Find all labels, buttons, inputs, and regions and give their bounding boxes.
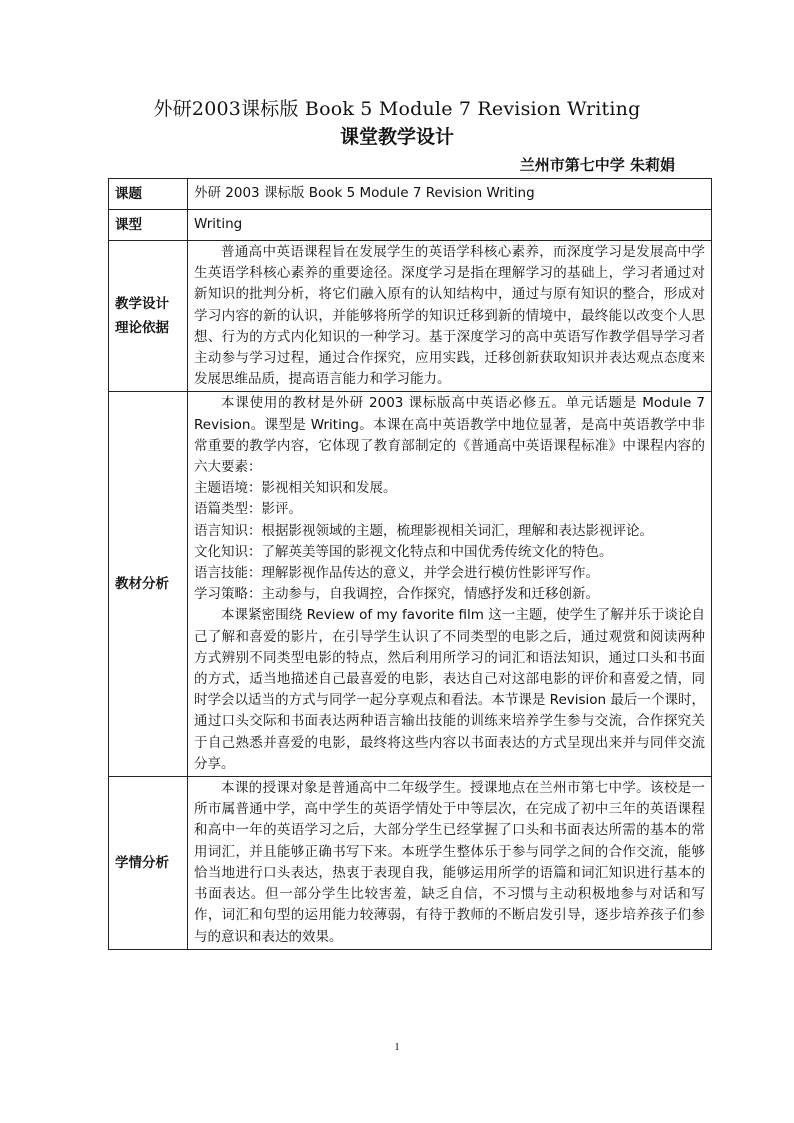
lesson-plan-table [108, 178, 712, 950]
table-row-lesson-type [109, 210, 712, 241]
table-row-textbook [109, 392, 712, 777]
textbook-item-strategies: 学习策略：主动参与，自我调控，合作探究，情感抒发和迁移创新。 [194, 586, 599, 603]
textbook-closing-paragraph: 本课紧密围绕 Review of my favorite film 这一主题，使学生了解并乐于谈论自己了解和喜爱的影片，在引导学生认识了不同类型的电影之后，通过观赏和阅读两种方式辨别不同类型电影的特点，然后利用所学习的词汇和语法知识，通过口头和书面的方式，适当地描述自己最喜爱的电影，表达自己对这部电影的评价和喜爱之情，同时学会以适当的方式与同学一起分享观点和看法。本节课是 Revision 最后一个课时，通过口头交际和书面表达两种语言输出技能的训练来培养学生参与交流，合作探究关于自己熟悉并喜爱的电影，最终将这些内容以书面表达的方式呈现出来并与同伴交流分享。 [194, 607, 705, 772]
table-row-theory [109, 241, 712, 392]
textbook-intro-paragraph: 本课使用的教材是外研 2003 课标版高中英语必修五。单元话题是 Module 7 Revision。课型是 Writing。本课在高中英语教学中地位显著，是高中英语教学中非常重要的教学内容，它体现了教育部制定的《普通高中英语课程标准》中课程内容的六大要素： [194, 395, 705, 476]
author-line: 兰州市第七中学 朱莉娟 [519, 156, 675, 174]
textbook-item-culture: 文化知识：了解英美等国的影视文化特点和中国优秀传统文化的特色。 [194, 543, 613, 560]
row-content-textbook [188, 392, 712, 777]
textbook-item-skills: 语言技能：理解影视作品传达的意义，并学会进行模仿性影评写作。 [194, 565, 599, 582]
row-content-theory [188, 241, 712, 392]
row-label-theory: 教学设计理论依据 [109, 241, 188, 392]
theory-paragraph: 普通高中英语课程旨在发展学生的英语学科核心素养，而深度学习是发展高中学生英语学科核心素养的重要途径。深度学习是指在理解学习的基础上，学习者通过对新知识的批判分析，将它们融入原有的认知结构中，通过与原有知识的整合，形成对学习内容的新的认识，并能够将所学的知识迁移到新的情境中，最终能以改变个人思想、行为的方式内化知识的一种学习。基于深度学习的高中英语写作教学倡导学习者主动参与学习过程，通过合作探究，应用实践，迁移创新获取知识并表达观点态度来发展思维品质，提高语言能力和学习能力。 [194, 244, 705, 388]
row-label-textbook: 教材分析 [109, 392, 188, 777]
document-title: 外研2003课标版 Book 5 Module 7 Revision Writing [153, 98, 641, 120]
learners-paragraph: 本课的授课对象是普通高中二年级学生。授课地点在兰州市第七中学。该校是一所市属普通中学，高中学生的英语学情处于中等层次，在完成了初中三年的英语课程和高中一年的英语学习之后，大部分学生已经掌握了口头和书面表达所需的基本的常用词汇，并且能够正确书写下来。本班学生整体乐于参与同学之间的合作交流，能够恰当地进行口头表达，热衷于表现自我，能够运用所学的语篇和词汇知识进行基本的书面表达。但一部分学生比较害羞，缺乏自信，不习惯与主动积极地参与对话和写作，词汇和句型的运用能力较薄弱，有待于教师的不断启发引导，逐步培养孩子们参与的意识和表达的效果。 [194, 780, 705, 945]
textbook-item-genre: 语篇类型：影评。 [194, 501, 302, 518]
row-content-lesson-type: Writing [188, 210, 712, 241]
document-subtitle: 课堂教学设计 [339, 126, 454, 148]
textbook-item-context: 主题语境：影视相关知识和发展。 [194, 480, 397, 497]
row-content-topic: 外研 2003 课标版 Book 5 Module 7 Revision Writing [188, 179, 712, 210]
row-content-learners [188, 777, 712, 950]
row-label-learners: 学情分析 [109, 777, 188, 950]
table-row-learners [109, 777, 712, 950]
row-label-lesson-type: 课型 [109, 210, 188, 241]
row-label-topic: 课题 [109, 179, 188, 210]
table-row-topic [109, 179, 712, 210]
page-number: 1 [394, 1041, 400, 1053]
textbook-item-language-knowledge: 语言知识：根据影视领域的主题，梳理影视相关词汇，理解和表达影视评论。 [194, 522, 653, 539]
